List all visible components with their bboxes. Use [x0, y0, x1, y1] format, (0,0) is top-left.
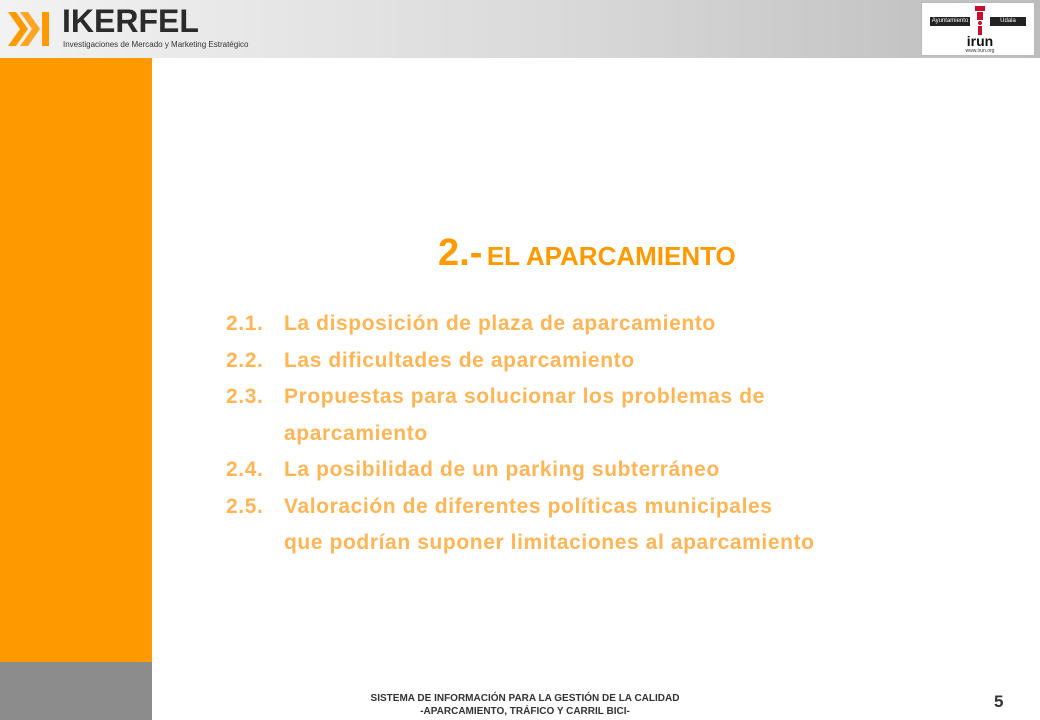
ikerfel-logo-name: IKERFEL	[62, 3, 199, 39]
irun-right-label-bar	[990, 17, 1026, 26]
list-item	[226, 306, 815, 343]
footer-line-2: -APARCAMIENTO, TRÁFICO Y CARRIL BICI-	[420, 706, 630, 717]
list-item-number: 2.4.	[226, 458, 264, 481]
header-bar	[0, 0, 1040, 58]
slide-title-text: EL APARCAMIENTO	[486, 241, 736, 271]
list-item-text: Valoración de diferentes políticas municipales	[284, 494, 773, 518]
list-item	[226, 489, 815, 526]
list-item-continuation	[226, 525, 815, 562]
irun-right-label: Udala	[1000, 18, 1016, 24]
list-item-number: 2.3.	[226, 385, 264, 408]
list-item-text: La posibilidad de un parking subterráneo	[284, 458, 720, 481]
ikerfel-logo-tagline: Investigaciones de Mercado y Marketing Estratégico	[63, 40, 249, 49]
list-item-text: Propuestas para solucionar los problemas de	[284, 385, 765, 408]
irun-name: irun	[966, 33, 994, 49]
list-item-number: 2.1.	[226, 312, 264, 335]
list-item-continuation	[226, 416, 815, 453]
slide-title	[438, 232, 736, 275]
list-item	[226, 343, 815, 380]
irun-logo	[921, 2, 1035, 56]
sidebar-gray	[0, 662, 152, 720]
irun-left-label-bar	[930, 17, 970, 26]
slide-title-number: 2.-	[438, 232, 483, 274]
section-list	[226, 306, 815, 562]
list-item-number: 2.5.	[226, 494, 264, 518]
list-item-text: que podrían suponer limitaciones al aparcamiento	[284, 531, 815, 554]
list-item-text: Las dificultades de aparcamiento	[284, 348, 635, 372]
irun-url: www.irun.org	[965, 48, 995, 54]
sidebar-orange	[0, 58, 152, 662]
list-item-text: La disposición de plaza de aparcamiento	[284, 312, 716, 335]
list-item-indent	[226, 416, 284, 453]
irun-crest-icon	[972, 6, 988, 36]
list-item	[226, 452, 815, 489]
list-item-number: 2.2.	[226, 348, 264, 372]
irun-left-label: Ayuntamiento	[931, 18, 969, 24]
ikerfel-logo-icon	[8, 10, 50, 48]
list-item	[226, 379, 815, 416]
list-item-text: aparcamiento	[284, 421, 428, 445]
list-item-indent	[226, 525, 284, 562]
footer-text	[290, 692, 760, 718]
footer-line-1: SISTEMA DE INFORMACIÓN PARA LA GESTIÓN DE LA CALIDAD	[370, 693, 680, 704]
page-number: 5	[994, 692, 1004, 711]
